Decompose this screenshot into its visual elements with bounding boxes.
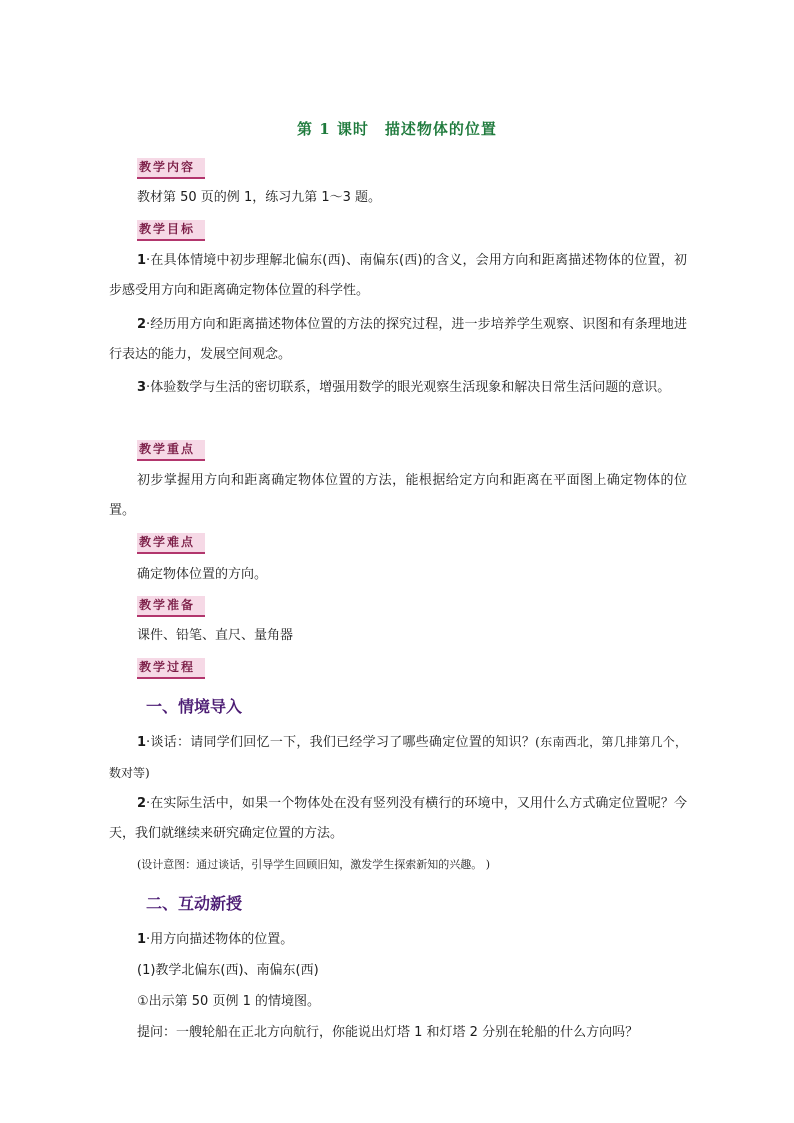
part1-item-2: 2·在实际生活中，如果一个物体处在没有竖列没有横行的环境中，又用什么方式确定位置呢？今天，我们就继续来研究确定位置的方法。 [109, 796, 687, 841]
tag-preparation: 教学准备 [137, 596, 205, 617]
goal-2-text: 经历用方向和距离描述物体位置的方法的探究过程，进一步培养学生观察、识图和有条理地进行表达的能力，发展空间观念。 [109, 317, 687, 362]
part1-item-1-number: 1 [137, 735, 147, 750]
design-note: (设计意图：通过谈话，引导学生回顾旧知，激发学生探索新知的兴趣。 ) [137, 858, 491, 871]
part2-line-1-number: 1 [137, 932, 147, 947]
part2-line-2: (1)教学北偏东(西)、南偏东(西) [137, 963, 319, 978]
goal-1-number: 1 [137, 253, 147, 268]
heading-part2: 二、互动新授 [146, 894, 243, 913]
heading-part1: 一、情境导入 [146, 697, 243, 716]
goal-3: 3·体验数学与生活的密切联系，增强用数学的眼光观察生活现象和解决日常生活问题的意识。 [137, 380, 671, 395]
tag-difficulty: 教学难点 [137, 533, 205, 554]
goal-2: 2·经历用方向和距离描述物体位置的方法的探究过程，进一步培养学生观察、识图和有条理地进行表达的能力，发展空间观念。 [109, 317, 687, 362]
part1-item-1: 1·谈话：请同学们回忆一下，我们已经学习了哪些确定位置的知识？(东南西北，第几排第几个，数对等) [109, 735, 687, 780]
part2-line-1-text: 用方向描述物体的位置。 [150, 932, 294, 947]
part1-item-2-number: 2 [137, 796, 147, 811]
tag-teaching-goals: 教学目标 [137, 220, 205, 241]
tag-key-points: 教学重点 [137, 440, 205, 461]
goal-2-number: 2 [137, 317, 147, 332]
page-title: 第 1 课时 描述物体的位置 [297, 120, 497, 138]
part2-line-4: 提问：一艘轮船在正北方向航行，你能说出灯塔 1 和灯塔 2 分别在轮船的什么方向吗？ [137, 1025, 639, 1040]
prep-text: 课件、铅笔、直尺、量角器 [137, 628, 294, 643]
part1-item-2-text: 在实际生活中，如果一个物体处在没有竖列没有横行的环境中，又用什么方式确定位置呢？今天，我们就继续来研究确定位置的方法。 [109, 796, 687, 841]
part2-line-1: 1·用方向描述物体的位置。 [137, 932, 294, 947]
key-text: 初步掌握用方向和距离确定物体位置的方法，能根据给定方向和距离在平面图上确定物体的位置。 [109, 473, 687, 518]
part1-item-1-aside: (东南西北，第几排第几个，数对等) [109, 735, 687, 780]
part1-item-1-text: 谈话：请同学们回忆一下，我们已经学习了哪些确定位置的知识？ [150, 735, 536, 750]
goal-3-text: 体验数学与生活的密切联系，增强用数学的眼光观察生活现象和解决日常生活问题的意识。 [150, 380, 671, 395]
difficulty-text: 确定物体位置的方向。 [137, 567, 268, 582]
content-text: 教材第 50 页的例 1，练习九第 1～3 题。 [137, 190, 382, 205]
part2-line-3: ①出示第 50 页例 1 的情境图。 [137, 994, 320, 1009]
goal-1-text: 在具体情境中初步理解北偏东(西)、南偏东(西)的含义，会用方向和距离描述物体的位置，初步感受用方向和距离确定物体位置的科学性。 [109, 253, 687, 298]
tag-process: 教学过程 [137, 658, 205, 679]
goal-3-number: 3 [137, 380, 147, 395]
goal-1: 1·在具体情境中初步理解北偏东(西)、南偏东(西)的含义，会用方向和距离描述物体的位置，初步感受用方向和距离确定物体位置的科学性。 [109, 253, 687, 298]
tag-teaching-content: 教学内容 [137, 158, 205, 179]
